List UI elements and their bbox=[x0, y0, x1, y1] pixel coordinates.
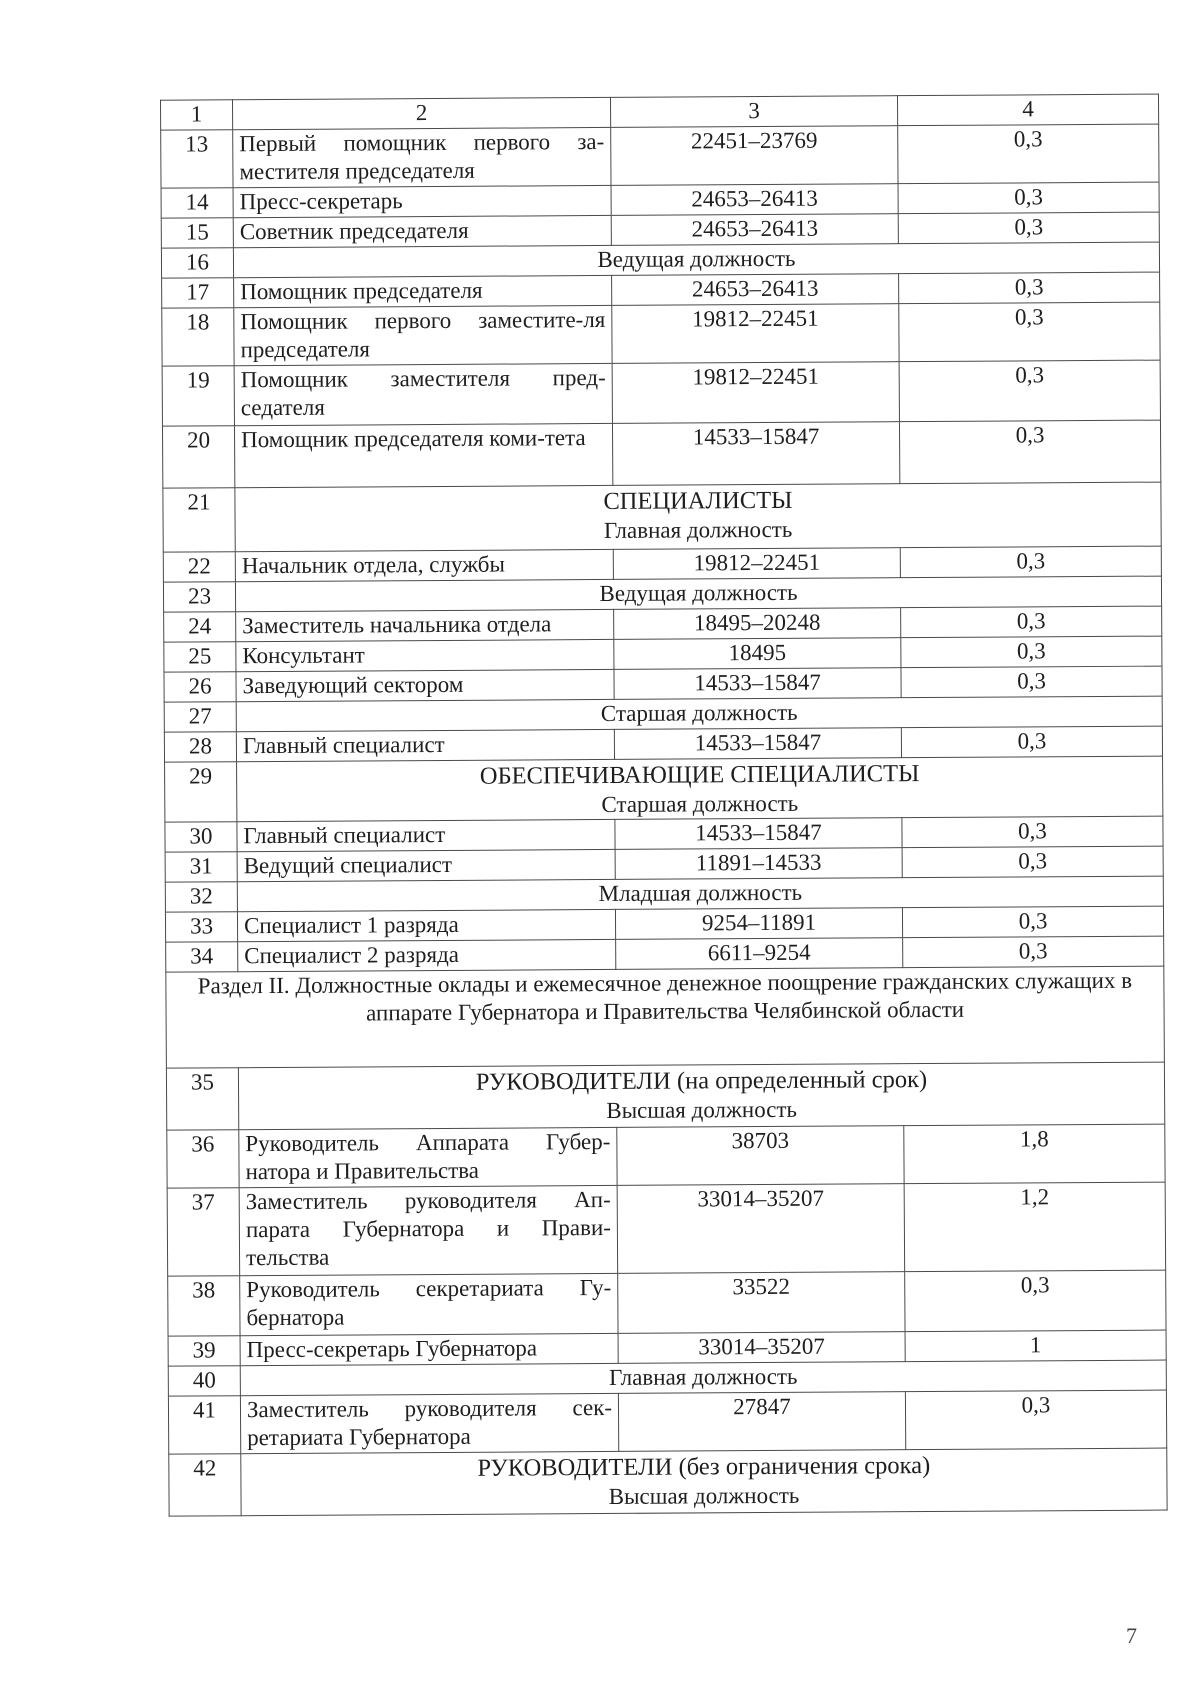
salary-range: 9254–11891 bbox=[615, 908, 902, 940]
row-number: 16 bbox=[161, 248, 233, 278]
position-level-label: Высшая должность bbox=[606, 1096, 798, 1123]
row-number: 23 bbox=[163, 582, 235, 612]
salary-range: 14533–15847 bbox=[614, 668, 901, 700]
position-name: Заведующий сектором bbox=[236, 669, 614, 701]
category-heading bbox=[238, 1062, 1164, 1130]
position-name: Первый помощник первого за-местителя председателя bbox=[233, 127, 611, 187]
row-number: 17 bbox=[162, 278, 234, 308]
bonus-coefficient: 0,3 bbox=[905, 1390, 1166, 1450]
category-title: РУКОВОДИТЕЛИ (на определенный срок) bbox=[475, 1066, 928, 1096]
row-number: 22 bbox=[163, 552, 235, 582]
bonus-coefficient: 1,2 bbox=[904, 1182, 1166, 1272]
category-row bbox=[169, 1448, 1167, 1516]
table-row bbox=[167, 1182, 1166, 1276]
salary-range: 18495 bbox=[614, 638, 901, 670]
position-name: Помощник председателя коми-тета bbox=[234, 423, 612, 487]
row-number: 15 bbox=[161, 218, 233, 248]
bonus-coefficient: 0,3 bbox=[901, 726, 1162, 758]
row-number: 41 bbox=[168, 1396, 240, 1454]
position-name: Специалист 1 разряда bbox=[237, 909, 615, 941]
bonus-coefficient: 0,3 bbox=[898, 182, 1159, 214]
bonus-coefficient: 0,3 bbox=[899, 420, 1160, 484]
position-name: Помощник заместителя пред-седателя bbox=[234, 363, 612, 425]
row-number: 42 bbox=[169, 1454, 241, 1516]
table-row bbox=[162, 302, 1160, 366]
row-number: 32 bbox=[165, 882, 237, 912]
header-cell: 2 bbox=[232, 97, 610, 129]
position-level-label: Главная должность bbox=[240, 1360, 1166, 1396]
header-cell: 1 bbox=[160, 100, 232, 130]
row-number: 26 bbox=[164, 672, 236, 702]
table-row bbox=[162, 420, 1160, 488]
table-row bbox=[161, 124, 1159, 188]
bonus-coefficient: 1,8 bbox=[904, 1124, 1165, 1184]
category-title: ОБЕСПЕЧИВАЮЩИЕ СПЕЦИАЛИСТЫ bbox=[479, 760, 920, 790]
row-number: 28 bbox=[164, 732, 236, 762]
salary-range: 33014–35207 bbox=[617, 1184, 905, 1274]
row-number: 31 bbox=[165, 852, 237, 882]
row-number: 19 bbox=[162, 366, 234, 426]
salary-range: 38703 bbox=[617, 1126, 904, 1186]
position-name: Начальник отдела, службы bbox=[235, 549, 613, 581]
position-name: Специалист 2 разряда bbox=[238, 939, 616, 971]
position-level-label: Главная должность bbox=[603, 516, 793, 543]
position-name: Консультант bbox=[236, 639, 614, 671]
header-cell: 3 bbox=[610, 96, 897, 128]
table-row bbox=[162, 360, 1160, 426]
salary-range: 24653–26413 bbox=[611, 184, 898, 216]
row-number: 13 bbox=[161, 130, 233, 188]
table-row bbox=[168, 1270, 1166, 1336]
position-name: Руководитель секретариата Гу-бернатора bbox=[240, 1273, 618, 1335]
row-number: 33 bbox=[165, 912, 237, 942]
position-level-label: Ведущая должность bbox=[233, 242, 1159, 278]
bonus-coefficient: 0,3 bbox=[902, 816, 1163, 848]
table-row bbox=[167, 1124, 1165, 1188]
salary-table bbox=[160, 94, 1168, 1517]
bonus-coefficient: 0,3 bbox=[901, 606, 1162, 638]
position-name: Главный специалист bbox=[237, 819, 615, 851]
bonus-coefficient: 0,3 bbox=[899, 360, 1160, 422]
position-level-label: Высшая должность bbox=[608, 1482, 800, 1509]
row-number: 39 bbox=[168, 1336, 240, 1366]
row-number: 37 bbox=[167, 1188, 240, 1276]
position-name: Помощник первого заместите-ля председателя bbox=[234, 305, 612, 365]
bonus-coefficient: 0,3 bbox=[902, 846, 1163, 878]
salary-range: 33522 bbox=[618, 1272, 905, 1334]
table-row bbox=[168, 1390, 1166, 1454]
salary-range: 27847 bbox=[618, 1392, 905, 1452]
position-name: Заместитель руководителя сек-ретариата Губернатора bbox=[240, 1393, 618, 1453]
bonus-coefficient: 0,3 bbox=[899, 302, 1160, 362]
bonus-coefficient: 0,3 bbox=[901, 666, 1162, 698]
row-number: 38 bbox=[168, 1276, 240, 1336]
bonus-coefficient: 0,3 bbox=[902, 906, 1163, 938]
salary-range: 14533–15847 bbox=[615, 818, 902, 850]
section-row bbox=[166, 966, 1165, 1068]
bonus-coefficient: 0,3 bbox=[901, 636, 1162, 668]
position-name: Пресс-секретарь Губернатора bbox=[240, 1333, 618, 1365]
position-level-label: Младшая должность bbox=[237, 876, 1163, 912]
category-title: РУКОВОДИТЕЛИ (без ограничения срока) bbox=[477, 1452, 931, 1482]
category-heading bbox=[241, 1448, 1167, 1516]
position-name: Заместитель начальника отдела bbox=[236, 609, 614, 641]
row-number: 21 bbox=[163, 488, 235, 552]
section-heading: Раздел II. Должностные оклады и ежемесячное денежное поощрение гражданских служащих в аппарате Губернатора и Правительства Челябинской области bbox=[166, 966, 1165, 1068]
row-number: 29 bbox=[165, 762, 237, 822]
row-number: 18 bbox=[162, 308, 234, 366]
salary-range: 6611–9254 bbox=[616, 938, 903, 970]
header-cell: 4 bbox=[897, 94, 1158, 126]
salary-range: 14533–15847 bbox=[614, 728, 901, 760]
salary-range: 19812–22451 bbox=[612, 362, 899, 424]
bonus-coefficient: 0,3 bbox=[903, 936, 1164, 968]
row-number: 40 bbox=[168, 1366, 240, 1396]
category-row bbox=[165, 756, 1163, 822]
bonus-coefficient: 0,3 bbox=[899, 272, 1160, 304]
category-row bbox=[166, 1062, 1164, 1130]
row-number: 30 bbox=[165, 822, 237, 852]
bonus-coefficient: 0,3 bbox=[898, 124, 1159, 184]
bonus-coefficient: 0,3 bbox=[898, 212, 1159, 244]
row-number: 24 bbox=[164, 612, 236, 642]
bonus-coefficient: 1 bbox=[905, 1330, 1166, 1362]
salary-range: 18495–20248 bbox=[614, 608, 901, 640]
row-number: 20 bbox=[162, 426, 234, 488]
row-number: 14 bbox=[161, 188, 233, 218]
position-name: Ведущий специалист bbox=[237, 849, 615, 881]
position-name: Помощник председателя bbox=[234, 275, 612, 307]
position-level-label: Старшая должность bbox=[601, 790, 799, 818]
position-level-label: Старшая должность bbox=[236, 696, 1162, 732]
row-number: 25 bbox=[164, 642, 236, 672]
bonus-coefficient: 0,3 bbox=[905, 1270, 1166, 1332]
category-heading bbox=[235, 482, 1161, 552]
position-level-label: Ведущая должность bbox=[235, 576, 1161, 612]
page-number: 7 bbox=[1126, 1623, 1137, 1648]
category-title: СПЕЦИАЛИСТЫ bbox=[603, 486, 793, 515]
position-name: Советник председателя bbox=[233, 215, 611, 247]
row-number: 35 bbox=[166, 1068, 238, 1130]
row-number: 36 bbox=[167, 1130, 239, 1188]
position-name: Руководитель Аппарата Губер-натора и Правительства bbox=[239, 1127, 617, 1187]
bonus-coefficient: 0,3 bbox=[900, 546, 1161, 578]
category-row bbox=[163, 482, 1161, 552]
salary-range: 24653–26413 bbox=[611, 214, 898, 246]
row-number: 34 bbox=[166, 942, 238, 972]
position-name: Пресс-секретарь bbox=[233, 185, 611, 217]
salary-range: 24653–26413 bbox=[612, 274, 899, 306]
salary-range: 19812–22451 bbox=[613, 548, 900, 580]
row-number: 27 bbox=[164, 702, 236, 732]
position-name: Главный специалист bbox=[236, 729, 614, 761]
position-name: Заместитель руководителя Ап-парата Губернатора и Прави-тельства bbox=[239, 1185, 618, 1275]
category-heading bbox=[237, 756, 1163, 822]
salary-range: 22451–23769 bbox=[611, 126, 898, 186]
salary-range: 11891–14533 bbox=[615, 848, 902, 880]
salary-range: 19812–22451 bbox=[612, 304, 899, 364]
salary-range: 14533–15847 bbox=[612, 422, 899, 486]
salary-range: 33014–35207 bbox=[618, 1332, 905, 1364]
